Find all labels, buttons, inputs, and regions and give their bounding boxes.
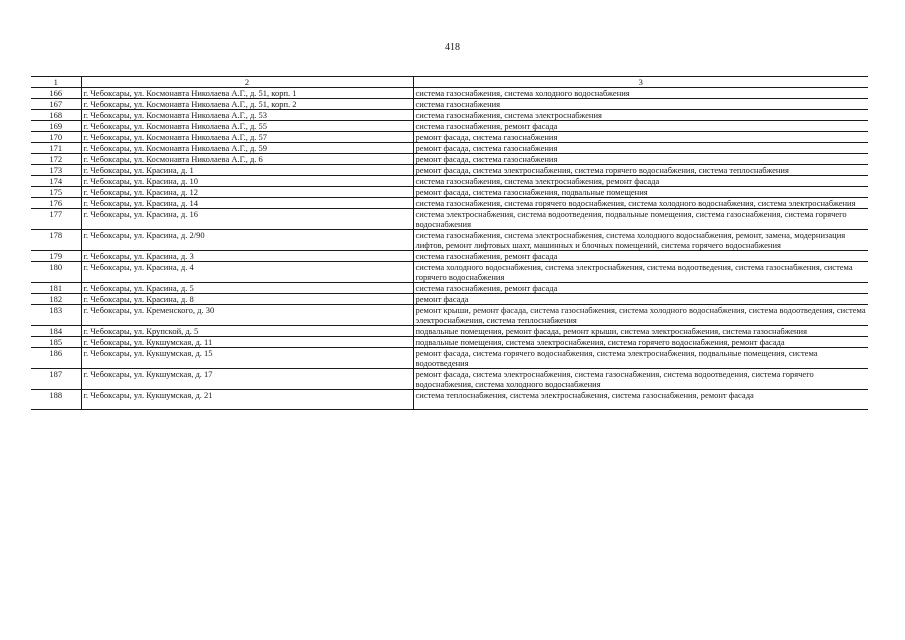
table-row	[31, 165, 868, 176]
row-works: система газоснабжения, система электроснабжения, ремонт фасада	[413, 176, 868, 187]
row-works: ремонт фасада, система газоснабжения	[413, 143, 868, 154]
table-row	[31, 262, 868, 283]
row-number: 166	[31, 88, 81, 99]
row-address: г. Чебоксары, ул. Красина, д. 8	[81, 294, 413, 305]
row-number: 177	[31, 209, 81, 230]
row-works: подвальные помещения, ремонт фасада, ремонт крыши, система электроснабжения, система газоснабжения	[413, 326, 868, 337]
column-header-address: 2	[81, 77, 413, 88]
table-row	[31, 251, 868, 262]
row-number: 178	[31, 230, 81, 251]
row-number: 169	[31, 121, 81, 132]
row-address: г. Чебоксары, ул. Кременского, д. 30	[81, 305, 413, 326]
row-number: 167	[31, 99, 81, 110]
table-row	[31, 132, 868, 143]
row-number: 187	[31, 369, 81, 390]
row-works: ремонт фасада, система газоснабжения	[413, 154, 868, 165]
row-address: г. Чебоксары, ул. Красина, д. 16	[81, 209, 413, 230]
table-row	[31, 198, 868, 209]
row-address: г. Чебоксары, ул. Космонавта Николаева А.Г., д. 55	[81, 121, 413, 132]
row-works: система газоснабжения, система горячего водоснабжения, система холодного водоснабжения, система электроснабжения	[413, 198, 868, 209]
column-header-number: 1	[31, 77, 81, 88]
row-number: 173	[31, 165, 81, 176]
row-address: г. Чебоксары, ул. Кукшумская, д. 21	[81, 390, 413, 410]
row-number: 186	[31, 348, 81, 369]
row-address: г. Чебоксары, ул. Космонавта Николаева А.Г., д. 51, корп. 2	[81, 99, 413, 110]
table-body	[31, 88, 868, 410]
row-address: г. Чебоксары, ул. Космонавта Николаева А.Г., д. 51, корп. 1	[81, 88, 413, 99]
row-address: г. Чебоксары, ул. Красина, д. 12	[81, 187, 413, 198]
objects-table	[31, 76, 868, 410]
row-address: г. Чебоксары, ул. Космонавта Николаева А.Г., д. 6	[81, 154, 413, 165]
row-address: г. Чебоксары, ул. Красина, д. 10	[81, 176, 413, 187]
row-number: 176	[31, 198, 81, 209]
row-address: г. Чебоксары, ул. Красина, д. 4	[81, 262, 413, 283]
column-header-works: 3	[413, 77, 868, 88]
row-number: 181	[31, 283, 81, 294]
row-address: г. Чебоксары, ул. Кукшумская, д. 17	[81, 369, 413, 390]
row-address: г. Чебоксары, ул. Космонавта Николаева А.Г., д. 53	[81, 110, 413, 121]
row-works: система газоснабжения, система электроснабжения	[413, 110, 868, 121]
row-works: ремонт фасада, система газоснабжения, подвальные помещения	[413, 187, 868, 198]
row-number: 171	[31, 143, 81, 154]
table-row	[31, 369, 868, 390]
table-row	[31, 187, 868, 198]
row-works: система газоснабжения, ремонт фасада	[413, 283, 868, 294]
row-address: г. Чебоксары, ул. Кукшумская, д. 15	[81, 348, 413, 369]
row-address: г. Чебоксары, ул. Космонавта Николаева А.Г., д. 59	[81, 143, 413, 154]
row-number: 188	[31, 390, 81, 410]
row-works: система газоснабжения, система холодного водоснабжения	[413, 88, 868, 99]
row-address: г. Чебоксары, ул. Кукшумская, д. 11	[81, 337, 413, 348]
table-row	[31, 390, 868, 410]
row-address: г. Чебоксары, ул. Красина, д. 1	[81, 165, 413, 176]
row-works: система газоснабжения, ремонт фасада	[413, 251, 868, 262]
table-row	[31, 337, 868, 348]
row-number: 174	[31, 176, 81, 187]
row-address: г. Чебоксары, ул. Красина, д. 3	[81, 251, 413, 262]
row-number: 170	[31, 132, 81, 143]
table-header-row	[31, 77, 868, 88]
table-row	[31, 283, 868, 294]
row-address: г. Чебоксары, ул. Красина, д. 14	[81, 198, 413, 209]
table-row	[31, 88, 868, 99]
table-row	[31, 209, 868, 230]
row-number: 183	[31, 305, 81, 326]
row-works: подвальные помещения, система электроснабжения, система горячего водоснабжения, ремонт фасада	[413, 337, 868, 348]
row-number: 175	[31, 187, 81, 198]
table-row	[31, 99, 868, 110]
row-number: 179	[31, 251, 81, 262]
row-works: ремонт крыши, ремонт фасада, система газоснабжения, система холодного водоснабжения, система водоотведения, система электроснабжения, система теплоснабжения	[413, 305, 868, 326]
row-works: ремонт фасада, система электроснабжения, система горячего водоснабжения, система теплоснабжения	[413, 165, 868, 176]
row-works: ремонт фасада, система горячего водоснабжения, система электроснабжения, подвальные помещения, система водоотведения	[413, 348, 868, 369]
row-number: 172	[31, 154, 81, 165]
row-works: ремонт фасада	[413, 294, 868, 305]
row-works: система теплоснабжения, система электроснабжения, система газоснабжения, ремонт фасада	[413, 390, 868, 410]
table-row	[31, 143, 868, 154]
row-number: 185	[31, 337, 81, 348]
row-works: система газоснабжения, ремонт фасада	[413, 121, 868, 132]
table-row	[31, 176, 868, 187]
row-number: 184	[31, 326, 81, 337]
row-number: 168	[31, 110, 81, 121]
row-works: система газоснабжения, система электроснабжения, система холодного водоснабжения, ремонт, замена, модернизация лифтов, ремонт лифтовых шахт, машинных и блочных помещений, система горячего водоснабжения	[413, 230, 868, 251]
row-number: 182	[31, 294, 81, 305]
table-row	[31, 294, 868, 305]
row-works: система электроснабжения, система водоотведения, подвальные помещения, система газоснабжения, система горячего водоснабжения	[413, 209, 868, 230]
row-address: г. Чебоксары, ул. Красина, д. 5	[81, 283, 413, 294]
table-row	[31, 305, 868, 326]
table-row	[31, 154, 868, 165]
row-number: 180	[31, 262, 81, 283]
row-address: г. Чебоксары, ул. Красина, д. 2/90	[81, 230, 413, 251]
row-address: г. Чебоксары, ул. Крупской, д. 5	[81, 326, 413, 337]
table-row	[31, 230, 868, 251]
table-row	[31, 110, 868, 121]
table-row	[31, 121, 868, 132]
row-works: ремонт фасада, система электроснабжения, система газоснабжения, система водоотведения, система горячего водоснабжения, система холодного водоснабжения	[413, 369, 868, 390]
table-row	[31, 326, 868, 337]
row-works: система холодного водоснабжения, система электроснабжения, система водоотведения, система газоснабжения, система горячего водоснабжения	[413, 262, 868, 283]
table-row	[31, 348, 868, 369]
page-number: 418	[445, 42, 460, 53]
row-works: ремонт фасада, система газоснабжения	[413, 132, 868, 143]
row-works: система газоснабжения	[413, 99, 868, 110]
row-address: г. Чебоксары, ул. Космонавта Николаева А.Г., д. 57	[81, 132, 413, 143]
